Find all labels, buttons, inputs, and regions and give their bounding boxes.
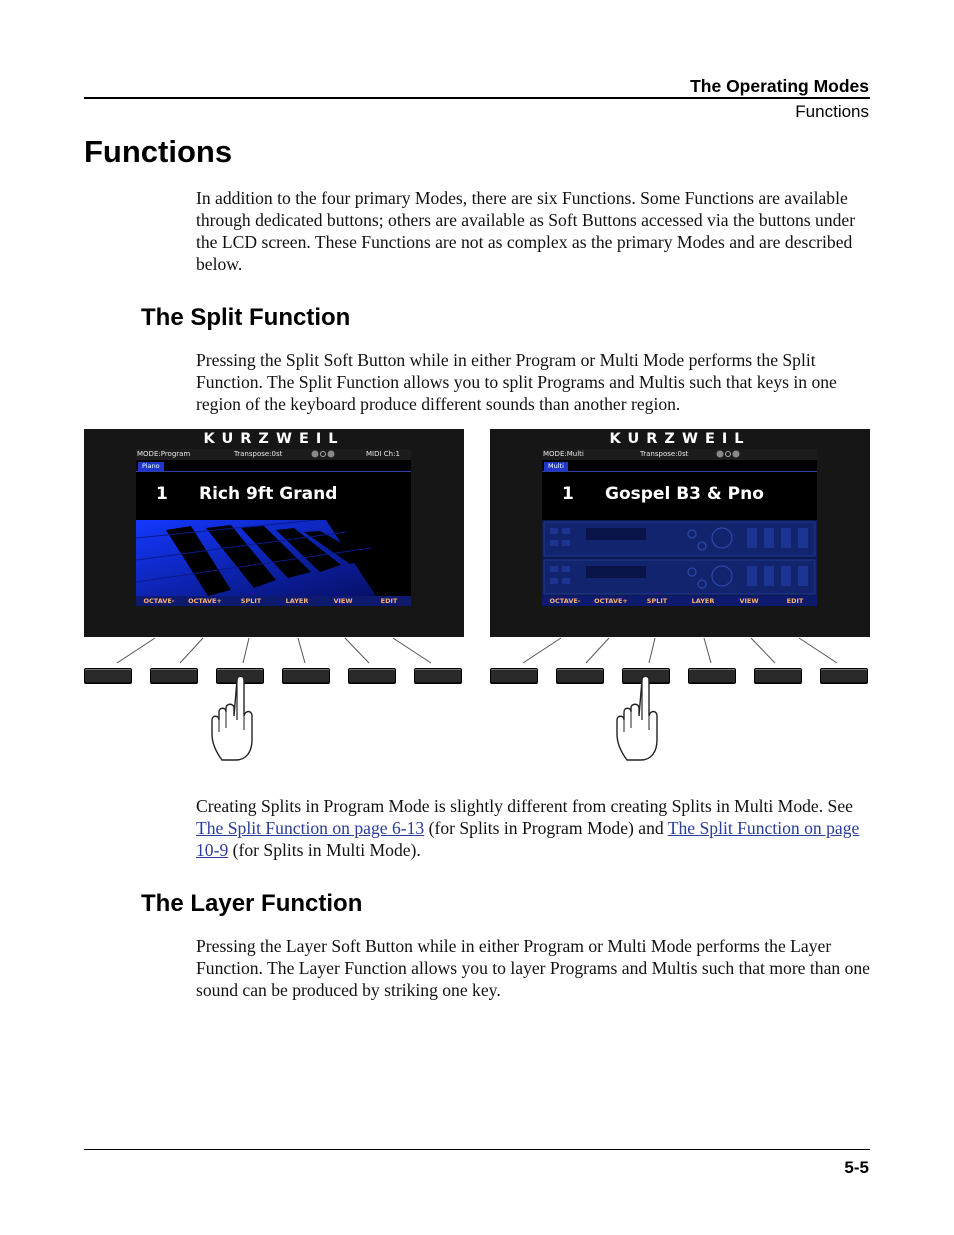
lcd-label-view: VIEW (739, 597, 759, 605)
rack-equipment-illustration (542, 520, 817, 596)
layer-paragraph (196, 935, 870, 1001)
lcd-softbutton-bar (136, 596, 411, 606)
soft-button-1-right[interactable] (490, 668, 538, 684)
lcd-screen-program (136, 449, 411, 606)
transpose-label: Transpose:0st (640, 450, 689, 458)
mode-label: MODE:Program (137, 450, 191, 458)
soft-button-6-left[interactable] (414, 668, 462, 684)
split-text: Pressing the Split Soft Button while in either Program or Multi Mode performs the Split Function. The Split Function allows you to split Programs and Multis such that keys in one region of the keyboard produce different sounds than another region. (196, 350, 837, 414)
split-paragraph (196, 349, 870, 415)
lcd-label-octave-minus: OCTAVE- (549, 597, 581, 605)
category-tag: Piano (138, 462, 164, 471)
lcd-screen-multi (542, 449, 817, 606)
soft-button-1-left[interactable] (84, 668, 132, 684)
soft-button-4-right[interactable] (688, 668, 736, 684)
lcd-panel-multi (490, 429, 870, 637)
lcd-label-split: SPLIT (240, 597, 262, 605)
xref-split-multi-link[interactable]: The Split Function on page 10-9 (196, 818, 860, 860)
lcd-status-bar (136, 449, 411, 460)
running-header-subsection: Functions (795, 102, 869, 121)
layer-heading: The Layer Function (141, 890, 363, 917)
category-tag: Multi (544, 462, 568, 471)
lcd-label-edit: EDIT (380, 597, 398, 605)
lcd-label-edit: EDIT (786, 597, 804, 605)
split-modes-text-b: (for Splits in Program Mode) and (424, 818, 668, 838)
soft-button-4-left[interactable] (282, 668, 330, 684)
button-connector-lines (0, 636, 954, 670)
lcd-panel-program (84, 429, 464, 637)
split-modes-text-a: Creating Splits in Program Mode is slightly different from creating Splits in Multi Mode. See (196, 796, 853, 816)
pointing-hand-icon (613, 672, 665, 764)
xref-split-program-link[interactable]: The Split Function on page 6-13 (196, 818, 425, 838)
split-heading: The Split Function (141, 304, 351, 331)
intro-paragraph (196, 187, 870, 275)
lcd-label-layer: LAYER (285, 597, 309, 605)
kurzweil-logo: KURZWEIL (609, 431, 751, 447)
lcd-label-layer: LAYER (691, 597, 715, 605)
running-header-section: The Operating Modes (690, 76, 869, 96)
page-title: Functions (84, 134, 233, 169)
lcd-status-bar (542, 449, 817, 460)
lcd-label-split: SPLIT (646, 597, 668, 605)
intro-text: In addition to the four primary Modes, there are six Functions. Some Functions are available through dedicated buttons; others are available as Soft Buttons accessed via the buttons under the LCD screen. These Functions are not as complex as the primary Modes and are described below. (196, 188, 856, 274)
program-name: Rich 9ft Grand (199, 484, 338, 504)
piano-keys-illustration (136, 520, 411, 596)
lcd-label-octave-plus: OCTAVE+ (188, 597, 222, 605)
split-modes-paragraph (196, 795, 870, 861)
layer-text: Pressing the Layer Soft Button while in either Program or Multi Mode performs the Layer Function. The Layer Function allows you to layer Programs and Multis such that more than one sound can be produced by striking one key. (196, 936, 870, 1000)
footer-rule (84, 1149, 870, 1150)
lcd-label-view: VIEW (333, 597, 353, 605)
split-modes-text (196, 795, 870, 861)
program-name-bar (136, 471, 411, 521)
split-modes-text-c: (for Splits in Multi Mode). (228, 840, 421, 860)
indicator-icons (310, 449, 336, 458)
kurzweil-logo: KURZWEIL (203, 431, 345, 447)
piano-keys-image (136, 520, 411, 596)
soft-button-2-left[interactable] (150, 668, 198, 684)
soft-button-6-right[interactable] (820, 668, 868, 684)
transpose-label: Transpose:0st (234, 450, 283, 458)
soft-button-5-left[interactable] (348, 668, 396, 684)
pointing-hand-icon (208, 672, 260, 764)
mode-label: MODE:Multi (543, 450, 584, 458)
page-number: 5-5 (844, 1158, 869, 1177)
lcd-label-octave-minus: OCTAVE- (143, 597, 175, 605)
lcd-label-octave-plus: OCTAVE+ (594, 597, 628, 605)
midi-channel-label: MIDI Ch:1 (366, 450, 400, 458)
status-icons (712, 449, 742, 462)
multi-name: Gospel B3 & Pno (605, 484, 764, 504)
soft-button-5-right[interactable] (754, 668, 802, 684)
header-rule (84, 97, 870, 99)
multi-name-bar (542, 471, 817, 521)
soft-button-2-right[interactable] (556, 668, 604, 684)
lcd-softbutton-bar (542, 596, 817, 606)
rack-gear-image (542, 520, 817, 596)
status-icons (310, 449, 336, 462)
multi-number: 1 (562, 484, 574, 504)
program-number: 1 (156, 484, 168, 504)
indicator-icons (712, 449, 742, 458)
